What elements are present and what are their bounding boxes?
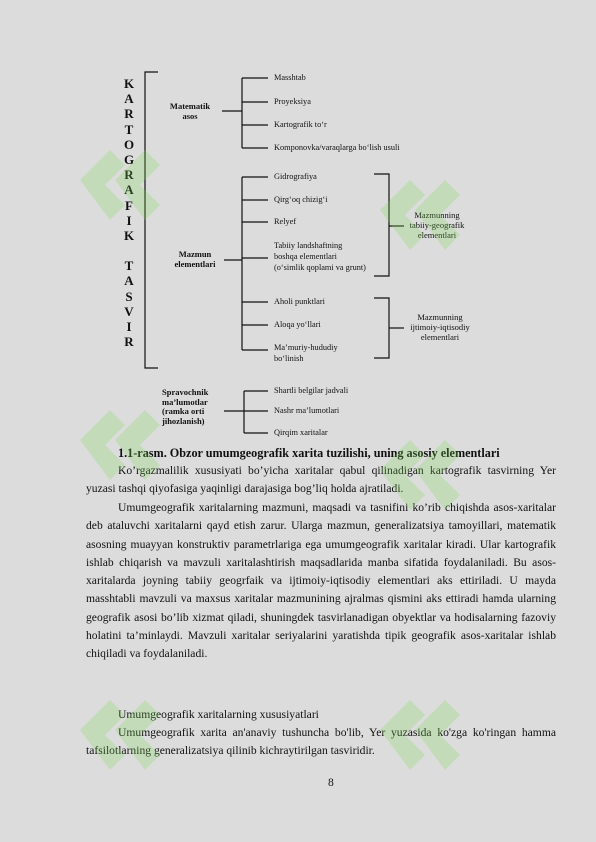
item-shartli-belgilar: Shartli belgilar jadvali <box>274 386 349 395</box>
main-bracket <box>145 72 158 368</box>
item-tabiiy-landshaft-2: boshqa elementlari <box>274 252 337 261</box>
item-aholi-punktlari: Aholi punktlari <box>274 297 325 306</box>
item-komponovka: Komponovka/varaqlarga bo‘lish usuli <box>274 143 400 152</box>
item-relyef: Relyef <box>274 217 297 226</box>
item-tabiiy-landshaft-3: (o‘simlik qoplami va grunt) <box>274 263 366 272</box>
vertical-title: K A R T O G R A F I K T A S V I R <box>123 76 135 350</box>
item-masshtab: Masshtab <box>274 73 306 82</box>
figure-caption: 1.1-rasm. Obzor umumgeografik xarita tuzilishi, uning asosiy elementlari <box>118 446 500 460</box>
group-label-spravochnik: Spravochnik ma’lumotlar (ramka orti jihozlanish) <box>162 387 209 426</box>
section-subheading: Umumgeografik xaritalarning xususiyatlari <box>118 708 319 721</box>
side-note-tabiiy: Mazmunning tabiiy-geografik elementlari <box>409 210 465 240</box>
paragraph-2: Umumgeografik xaritalarning mazmuni, maqsadi va tasnifini ko’rib chiqishda asos-xaritalar deb ataluvchi xaritalarni qayd etish zarur. Ularga mazmun, generalizatsiya tamoyillari, matematik asosning muayyan konstruktiv parametrlariga ega umumgeografik xaritalar kiradi. Ular kartografik ishlab chiqarish va mavzuli xaritalashtirish maqsadlarida manba sifatida foydalaniladi. Bu asos-xaritalarda joyning tabiiy geogrfaik va ijtimoiy-iqtisodiy elementlari aks ettiriladi. U mayda masshtabli mavzuli va maxsus xaritalar mazmunining ajralmas qismini aks ettiradi hamda ularning geografik asosi bo’lib xizmat qiladi, shuningdek tasvirlanadigan obyektlar va hodisalarning fazoviy holatini ta’minlaydi. Mavzuli xaritalar seriyalarini yaratishda tipik geografik asos-xaritalar ishlab chiqiladi va foydalaniladi. <box>86 501 556 661</box>
item-nashr-malumotlari: Nashr ma’lumotlari <box>274 406 340 415</box>
item-kartografik-tor: Kartografik to‘r <box>274 120 327 129</box>
item-gidrografiya: Gidrografiya <box>274 172 317 181</box>
item-mamuriy-hududiy-1: Ma’muriy-hududiy <box>274 343 338 352</box>
paragraph-3: Umumgeografik xarita an'anaviy tushuncha bo'lib, Yer yuzasida ko'zga ko'ringan hamma tafsilotlarning generalizatsiya qilinib kichraytirilgan tasviridir. <box>86 726 556 758</box>
item-mamuriy-hududiy-2: bo‘linish <box>274 354 304 363</box>
item-qirqim-xaritalar: Qirqim xaritalar <box>274 428 328 437</box>
item-qirgoq-chizigi: Qirg‘oq chizig‘i <box>274 195 328 204</box>
group-label-matematik-asos: Matematik asos <box>169 101 211 121</box>
item-proyeksiya: Proyeksiya <box>274 97 311 106</box>
page-number: 8 <box>328 776 334 789</box>
item-tabiiy-landshaft-1: Tabiiy landshaftning <box>274 241 343 250</box>
item-aloqa-yollari: Aloqa yo‘llari <box>274 320 321 329</box>
paragraph-1: Ko’rgazmalilik xususiyati bo’yicha xaritalar qabul qilinadigan kartografik tasvirning Yer yuzasi tashqi qiyofasiga yaqinligi darajasiga bog’liq holda ajratiladi. <box>86 464 556 496</box>
side-note-ijtimoiy: Mazmunning ijtimoiy-iqtisodiy elementlari <box>410 312 470 342</box>
group-label-mazmun-elementlari: Mazmun elementlari <box>174 249 216 269</box>
